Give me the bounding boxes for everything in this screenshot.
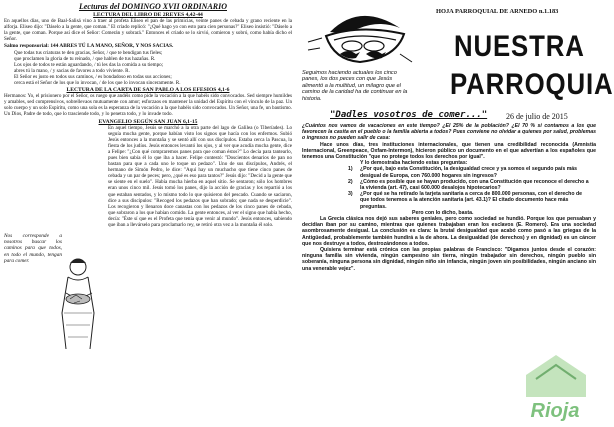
- psalm-line: Los ojos de todos te están aguardando, / tú les das la comida a su tiempo;: [14, 61, 164, 68]
- reading2-text: Hermanos: Yo, el prisionero por el Señor, os ruego que andéis como pide la vocación a la que habéis sido convocados. Sed siempre humildes y amables, sed comprensivos, sobrellevaos mutuamente con amor; esforzaos en mantener la unidad del Espíritu con el vínculo de la paz. Un solo cuerpo y un solo Espíritu, como una sola es la esperanza de la vocación a la que habéis sido convocados. Un Señor, una fe, un bautismo. Un Dios, Padre de todo, que lo trasciende todo, y lo penetra todo, y lo invade todo.: [4, 93, 292, 118]
- paragraph-3: La Grecia clásica nos dejó sus saberes geniales, pero como sociedad se hundió. Porque los que pensaban y decidían iban por su camino, mientras que quienes trabajaban eran los esclavos (E. Romero). Era una sociedad asombrosamente desigual. La conclusión es clara: la brutal desigualdad que acabó como pasó a las griegas de la Antigüedad, probablemente también hundirá a la de ahora. La desigualdad (de derechos) y en dignidad) es un cáncer que nos destruye a todos, destrozándonos a todos.: [302, 216, 596, 247]
- bread-basket-icon: [300, 2, 418, 72]
- reading1-text: En aquellos días, uno de Baal-Salisá vino a traer al profeta Eliseo el pan de las primicias, veinte panes de cebada y grano reciente en la alforja. Eliseo dijo: "Dáselo a la gente, que coman." El criado replicó: "¿Qué hago yo con esto para cien personas?" Eliseo insistió: "Dáselo a la gente, que coman. Porque así dice el Señor: Comerán y sobrará." Entonces el criado se lo sirvió, comieron y sobró, como había dicho el Señor.: [4, 18, 292, 43]
- paragraph-2: Y lo demostraba haciendo estas preguntas:: [360, 160, 468, 167]
- question-number: 3): [348, 191, 353, 198]
- psalm-line: El Señor es justo en todos sus caminos, / es bondadoso en todas sus acciones;: [14, 73, 172, 80]
- issue-date: 26 de julio de 2015: [506, 112, 568, 121]
- boy-offering-bread-drawing: [52, 253, 104, 353]
- rioja-logo-watermark: [516, 349, 594, 423]
- paragraph-1: Hace unos días, tres instituciones internacionales, que tienen una credibilidad reconocida (Amnistía Internacional, Greenpeace, Oxfam-Intermon), hicieron público un documento en el que advertían a los españoles que tenemos una Constitución "que no protege todos los derechos por igual".: [302, 141, 596, 161]
- article-body: [302, 123, 596, 272]
- headline-banner: "Dadles vosotros de comer...": [330, 110, 488, 120]
- reading2-heading: LECTURA DE LA CARTA DE SAN PABLO A LOS EFESIOS 4,1-6: [66, 87, 230, 94]
- question-item: [348, 191, 590, 210]
- question-item: [348, 179, 590, 191]
- watermark-text: Rioja: [530, 400, 580, 422]
- question-text: ¿Por qué se ha retirado la tarjeta sanitaria a cerca de 800.000 personas, con el derecho de que todos tenemos a la atención sanitaria (art. 43.1)? El citado documento hace más preguntas.: [360, 191, 583, 210]
- masthead-line1: NUESTRA: [454, 30, 585, 63]
- question-list: [302, 166, 596, 209]
- question-number: 1): [348, 166, 353, 173]
- question-item: [348, 166, 590, 178]
- parish-logo: [300, 2, 418, 112]
- question-text: ¿Por qué, bajo esta Constitución, la desigualdad crece y ya somos el segundo país más desigual de Europa, con 760.000 hogares sin ingresos?: [360, 166, 578, 179]
- readings-column: [4, 2, 292, 425]
- illustration-caption: Nos corresponde a nosotros buscar los caminos para que todos, en todo el mundo, tengan para comer.: [4, 232, 62, 265]
- gospel-text: En aquel tiempo, Jesús se marchó a la otra parte del lago de Galilea (o Tiberíades). Lo seguía mucha gente, porque habían visto los signos que hacía con los enfermos. Subió Jesús entonces a la montaña y se sentó allí con sus discípulos. Estaba cerca la Pascua, la fiesta de los judíos. Jesús entonces levantó los ojos, y al ver que acudía mucha gente, dice a Felipe: "¿Con qué compraremos panes para que coman éstos?" Lo decía para tantearlo, pues bien sabía él lo que iba a hacer. Felipe contestó: "Doscientos denarios de pan no bastan para que a cada uno le toque un pedazo". Uno de sus discípulos, Andrés, el hermano de Simón Pedro, le dice: "Aquí hay un muchacho que tiene cinco panes de cebada y un par de peces; pero, ¿qué es eso para tantos?" Jesús dijo: "Decid a la gente que se siente en el suelo". Había mucha hierba en aquel sitio. Se sentaron; sólo los hombres eran unos cinco mil. Jesús tomó los panes, dijo la acción de gracias y los repartió a los que estaban sentados, y lo mismo todo lo que quisieron del pescado. Cuando se saciaron, dice a sus discípulos: "Recoged los pedazos que han sobrado; que nada se desperdicie". Los recogieron y llenaron doce canastas con los pedazos de los cinco panes de cebada, que sobraron a los que habían comido. La gente entonces, al ver el signo que había hecho, decía: "Éste sí que es el Profeta que tenía que venir al mundo". Jesús entonces, sabiendo que iban a llevárselo para proclamarlo rey, se retiró otra vez a la montaña él solo.: [108, 124, 292, 229]
- question-text: ¿Cómo es posible que se hayan producido, con una Constitución que reconoce el derecho a la vivienda (art. 47), casi 600.000 desalojos hipotecarios?: [360, 178, 589, 192]
- paragraph-4: Quisiera terminar está crónica con las propias palabras de Francisco: "Digamos juntos desde el corazón: ninguna familia sin vivienda, ningún campesino sin tierra, ningún trabajador sin derechos, ningún pueblo sin soberanía, ninguna persona sin dignidad, ningún niño sin infancia, ningún joven sin posibilidades, ningún anciano sin una venerable vejez".: [302, 247, 596, 272]
- sheet-id: HOJA PARROQUIAL DE ARNEDO n.1.183: [436, 8, 559, 15]
- parish-front-column: [300, 2, 614, 425]
- intro-paragraph: ¿Cuántos nos vamos de vacaciones en este tiempo? ¿El 25% de la población? ¿El 70 % si contamos a los que favorecen la casita en el pueblo o la familia abierta a todos? Pues conviene no olvidar a quienes por salud, problemas o ingresos no pueden salir de casa:: [302, 123, 596, 142]
- loaves-fishes-illustration: [4, 233, 104, 353]
- psalm-line: cerca está el Señor de los que lo invocan, / de los que lo invocan sinceramente. R.: [14, 80, 181, 87]
- psalm-line: abres tú la mano, / y sacias de favores a todo viviente. R.: [14, 67, 130, 74]
- reading1-heading: LECTURA DEL LIBRO DE 2REYES 4,42-44: [93, 12, 203, 18]
- logo-caption: Seguimos haciendo actuales los cinco panes, los dos peces con que Jesús alimentó a la multitud, un milagro que el camino de la caridad ha de continuar en la historia.: [302, 70, 408, 102]
- gospel-heading: EVANGELIO SEGÚN SAN JUAN 6,1-15: [98, 118, 198, 125]
- gospel-text-wrap: [4, 124, 292, 265]
- psalm-line: Que todas tus criaturas te den gracias, Señor, / que te bendigan tus fieles;: [14, 49, 163, 56]
- masthead-line2: PARROQUIA: [450, 68, 614, 101]
- psalm-line: que proclamen la gloria de tu reinado, / que hablen de tus hazañas. R.: [14, 55, 156, 62]
- psalm-heading: Salmo responsorial: 144 ABRES TÚ LA MANO, SEÑOR, Y NOS SACIAS.: [4, 43, 174, 50]
- short-line: Pero con lo dicho, basta.: [412, 209, 474, 216]
- question-number: 2): [348, 178, 353, 185]
- readings-header: Lecturas del DOMINGO XVII ORDINARIO: [78, 2, 227, 11]
